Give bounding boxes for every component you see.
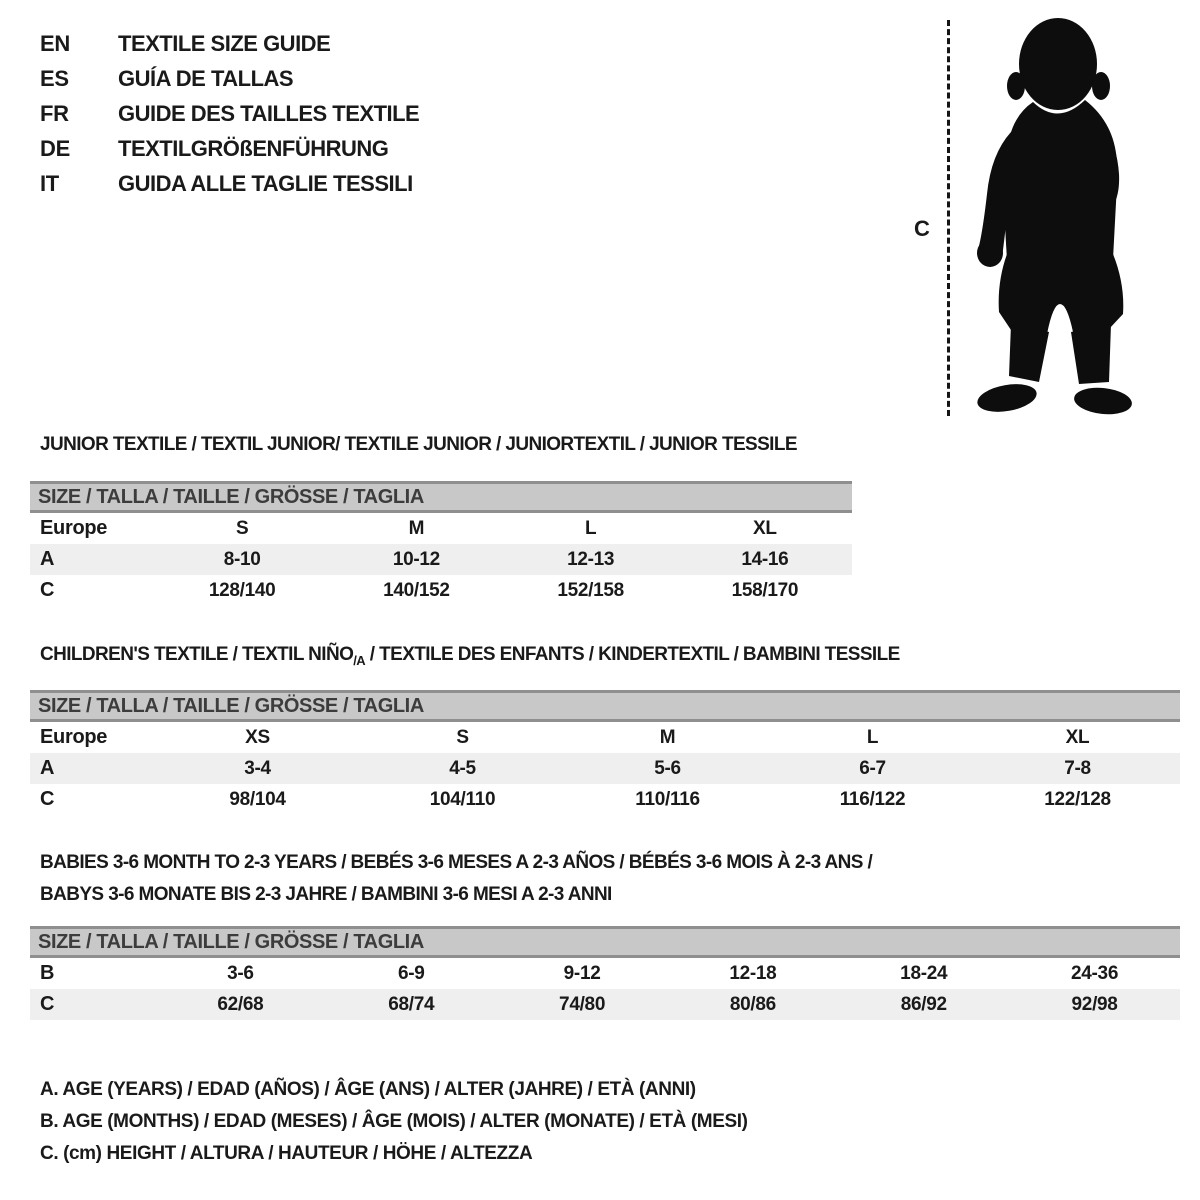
height-cell: 122/128 <box>1044 788 1111 810</box>
babies-size-table <box>30 926 1180 1020</box>
row-label: C <box>40 788 55 810</box>
table-row-height <box>30 989 1180 1020</box>
age-cell: 8-10 <box>223 548 261 570</box>
age-cell: 14-16 <box>741 548 789 570</box>
junior-size-table <box>30 481 852 606</box>
lang-code: EN <box>40 30 70 56</box>
table-row-months <box>30 958 1180 989</box>
months-cell: 9-12 <box>563 962 601 984</box>
children-title-suffix: / TEXTILE DES ENFANTS / KINDERTEXTIL / BAMBINI TESSILE <box>365 644 900 665</box>
age-cell: 3-4 <box>244 757 271 779</box>
age-cell: 6-7 <box>859 757 886 779</box>
size-cell: XL <box>753 517 777 539</box>
lang-row-it <box>40 166 419 201</box>
height-cell: 98/104 <box>229 788 286 810</box>
lang-code: IT <box>40 170 59 196</box>
months-cell: 24-36 <box>1071 962 1119 984</box>
row-label: A <box>40 757 55 779</box>
lang-label: GUIDA ALLE TAGLIE TESSILI <box>118 170 413 196</box>
size-cell: M <box>659 726 676 748</box>
height-cell: 92/98 <box>1071 993 1118 1015</box>
table-row-age <box>30 544 852 575</box>
table-row-europe <box>30 513 852 544</box>
table-row-height <box>30 575 852 606</box>
table-row-age <box>30 753 1180 784</box>
height-cell: 158/170 <box>731 579 799 601</box>
size-cell: S <box>456 726 469 748</box>
height-dashed-line <box>947 20 950 416</box>
toddler-silhouette-image <box>963 14 1141 420</box>
lang-row-es <box>40 61 419 96</box>
size-cell: L <box>866 726 879 748</box>
size-cell: XL <box>1065 726 1090 748</box>
height-cell: 68/74 <box>388 993 435 1015</box>
size-header-label: SIZE / TALLA / TAILLE / GRÖSSE / TAGLIA <box>38 694 424 717</box>
height-cell: 62/68 <box>217 993 264 1015</box>
lang-code: FR <box>40 100 69 126</box>
lang-row-de <box>40 131 419 166</box>
height-cell: 74/80 <box>559 993 606 1015</box>
age-cell: 10-12 <box>392 548 440 570</box>
lang-code: DE <box>40 135 70 161</box>
size-header-band <box>30 481 852 513</box>
row-label: C <box>40 579 55 601</box>
table-row-europe <box>30 722 1180 753</box>
size-cell: M <box>408 517 425 539</box>
months-cell: 18-24 <box>900 962 948 984</box>
lang-label: TEXTILGRÖßENFÜHRUNG <box>118 135 389 161</box>
lang-row-en <box>40 26 419 61</box>
children-title-prefix: CHILDREN'S TEXTILE / TEXTIL NIÑO <box>40 644 354 665</box>
children-size-table <box>30 690 1180 815</box>
row-label: C <box>40 993 55 1015</box>
lang-row-fr <box>40 96 419 131</box>
size-header-band <box>30 690 1180 722</box>
size-cell: XS <box>245 726 270 748</box>
height-cell: 140/152 <box>383 579 450 601</box>
row-label: Europe <box>40 726 108 748</box>
height-cell: 128/140 <box>208 579 276 601</box>
height-cell: 104/110 <box>429 788 496 810</box>
size-cell: L <box>584 517 597 539</box>
months-cell: 3-6 <box>227 962 254 984</box>
babies-section-title-line2: BABYS 3-6 MONATE BIS 2-3 JAHRE / BAMBINI 3-6 MESI A 2-3 ANNI <box>40 884 612 905</box>
legend-footnotes <box>40 1074 748 1170</box>
babies-section-title-line1: BABIES 3-6 MONTH TO 2-3 YEARS / BEBÉS 3-6 MESES A 2-3 AÑOS / BÉBÉS 3-6 MOIS À 2-3 ANS / <box>40 852 873 873</box>
lang-label: TEXTILE SIZE GUIDE <box>118 30 331 56</box>
size-header-label: SIZE / TALLA / TAILLE / GRÖSSE / TAGLIA <box>38 930 424 953</box>
size-header-band <box>30 926 1180 958</box>
children-section-title <box>40 644 900 668</box>
height-cell: 116/122 <box>839 788 906 810</box>
height-cell: 110/116 <box>635 788 700 810</box>
lang-code: ES <box>40 65 69 91</box>
row-label: B <box>40 962 55 984</box>
footnote-age-months: B. AGE (MONTHS) / EDAD (MESES) / ÂGE (MOIS) / ALTER (MONATE) / ETÀ (MESI) <box>40 1111 748 1132</box>
children-title-sub: /A <box>353 652 366 668</box>
footnote-age-years: A. AGE (YEARS) / EDAD (AÑOS) / ÂGE (ANS) / ALTER (JAHRE) / ETÀ (ANNI) <box>40 1079 696 1100</box>
age-cell: 4-5 <box>449 757 476 779</box>
height-measure-label: C <box>914 216 930 241</box>
months-cell: 12-18 <box>729 962 777 984</box>
size-header-label: SIZE / TALLA / TAILLE / GRÖSSE / TAGLIA <box>38 485 424 508</box>
age-cell: 12-13 <box>567 548 615 570</box>
row-label: A <box>40 548 55 570</box>
footnote-height-cm: C. (cm) HEIGHT / ALTURA / HAUTEUR / HÖHE / ALTEZZA <box>40 1143 533 1164</box>
height-cell: 80/86 <box>729 993 776 1015</box>
language-title-list <box>40 26 419 201</box>
age-cell: 5-6 <box>654 757 681 779</box>
junior-section-title: JUNIOR TEXTILE / TEXTIL JUNIOR/ TEXTILE JUNIOR / JUNIORTEXTIL / JUNIOR TESSILE <box>40 434 797 455</box>
table-row-height <box>30 784 1180 815</box>
lang-label: GUIDE DES TAILLES TEXTILE <box>118 100 420 126</box>
height-cell: 86/92 <box>900 993 947 1015</box>
row-label: Europe <box>40 517 108 539</box>
size-cell: S <box>235 517 249 539</box>
lang-label: GUÍA DE TALLAS <box>118 65 294 91</box>
height-cell: 152/158 <box>557 579 624 601</box>
months-cell: 6-9 <box>397 962 425 984</box>
age-cell: 7-8 <box>1064 757 1091 779</box>
